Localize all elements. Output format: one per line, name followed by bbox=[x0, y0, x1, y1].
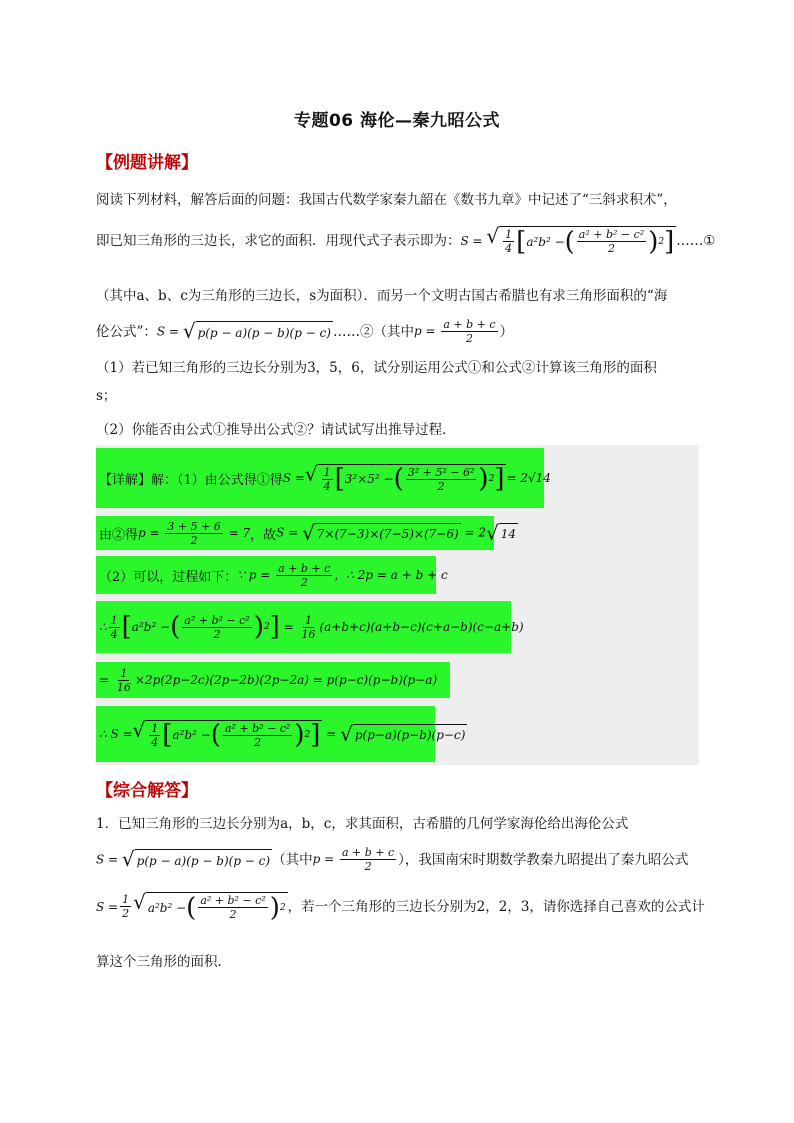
solution-row-3-therefore: ∴ 2p = a + b + c bbox=[346, 568, 448, 582]
intro-line-4 bbox=[96, 318, 513, 345]
intro-line-4-prefix: 伦公式”： bbox=[96, 323, 157, 340]
intro-line-1: 阅读下列材料，解答后面的问题：我国古代数学家秦九韶在《数书九章》中记述了“三斜求积术”， bbox=[96, 192, 677, 208]
section-heading-examples: 【例题讲解】 bbox=[96, 153, 198, 173]
solution-row-4: ∴ $\frac{1}{4}$ [ a²b² − ( $\frac{\text{a² + b² − c²}}{2}$ ) 2 ] = $\frac{1}{16}$ (a+b+c)(a+b−c)(c+a−b)(c−a+b) bbox=[96, 601, 511, 653]
intro-line-4-suffix: ） bbox=[499, 323, 514, 340]
solution-row-3-because: ∵ bbox=[237, 568, 245, 582]
question-1-cont: s； bbox=[96, 388, 117, 404]
solution-row-1-prefix: 【详解】解：（1）由公式得①得 bbox=[99, 472, 283, 488]
formula-1: S = √ $\frac{1}{4}$ [ a²b² − ( $\frac{\text{a² + b² − c²}}{2}$ ) 2 ] bbox=[460, 224, 675, 257]
problem-1-line-1: 1．已知三角形的三边长分别为a，b，c，求其面积，古希腊的几何学家海伦给出海伦公式 bbox=[96, 816, 629, 832]
question-1: （1）若已知三角形的三边长分别为3，5，6，试分别运用公式①和公式②计算该三角形的面积 bbox=[96, 360, 657, 376]
formula-2-label: ……②（其中 bbox=[333, 323, 414, 340]
problem-1-line-3-suffix: ，若一个三角形的三边长分别为2，2，3，请你选择自己喜欢的公式计 bbox=[287, 898, 705, 915]
intro-line-3: （其中a、b、c为三角形的三边长，s为面积）．而另一个文明古国古希腊也有求三角形面积的“海 bbox=[96, 288, 668, 304]
formula-1-label: ……① bbox=[676, 232, 716, 249]
page-title: 专题06 海伦—秦九昭公式 bbox=[293, 111, 501, 131]
p-definition: p = $\frac{a + b + c}{2}$ bbox=[414, 318, 496, 345]
solution-row-1-result: = 2√14 bbox=[506, 471, 551, 485]
solution-row-3: （2）可以，过程如下： ∵ p = $\frac{a + b + c}{2}$ ， ∴ 2p = a + b + c bbox=[96, 556, 436, 594]
solution-row-5: = $\frac{1}{16}$ ×2p(2p−2c)(2p−2b)(2p−2a) = p(p−c)(p−b)(p−a) bbox=[96, 662, 450, 698]
solution-row-2: 由②得 p = $\frac{3 + 5 + 6}{2}$ = 7 ，故 S = √ 7×(7−3)×(7−5)×(7−6) = 2 √ 14 bbox=[96, 516, 494, 550]
problem-1-line-4: 算这个三角形的面积． bbox=[96, 954, 231, 970]
formula-2: S = √ p(p − a)(p − b)(p − c) bbox=[156, 318, 331, 343]
solution-row-2-mid: ，故 bbox=[250, 527, 277, 543]
problem-1-line-3: S = $\frac{1}{2}$ √ a²b² − ( $\frac{\text{a² + b² − c²}}{2}$ ) 2 ，若一个三角形的三边长分别为2，2，3，请你选择自己喜欢的公式计 bbox=[96, 890, 705, 923]
solution-row-3-prefix: （2）可以，过程如下： bbox=[99, 569, 238, 585]
intro-line-2 bbox=[96, 226, 715, 255]
problem-1-line-2: S = √ p(p − a)(p − b)(p − c) （其中 p = $\frac{a + b + c}{2}$ ），我国南宋时期数学教秦九昭提出了秦九昭公式 bbox=[96, 846, 689, 873]
problem-1-line-2-mid: （其中 bbox=[272, 851, 313, 868]
problem-1-line-2-suffix: ），我国南宋时期数学教秦九昭提出了秦九昭公式 bbox=[398, 851, 689, 868]
solution-row-2-prefix: 由②得 bbox=[99, 527, 139, 543]
question-2: （2）你能否由公式①推导出公式②？请试试写出推导过程． bbox=[96, 422, 456, 438]
section-heading-comprehensive: 【综合解答】 bbox=[96, 781, 198, 801]
solution-row-6: ∴ S = √ $\frac{1}{4}$ [ a²b² − ( $\frac{\text{a² + b² − c²}}{2}$ ) 2 ] = √ p(p−a)(p−b)(p−c) bbox=[96, 706, 435, 762]
solution-row-1-formula: S = √ $\frac{1}{4}$ [ 3²×5² − ( $\frac{\text{3² + 5² − 6²}}{2}$ ) 2 ] bbox=[282, 461, 505, 494]
solution-row-1 bbox=[96, 448, 551, 508]
intro-line-2-text: 即已知三角形的三边长，求它的面积．用现代式子表示即为： bbox=[96, 232, 461, 249]
